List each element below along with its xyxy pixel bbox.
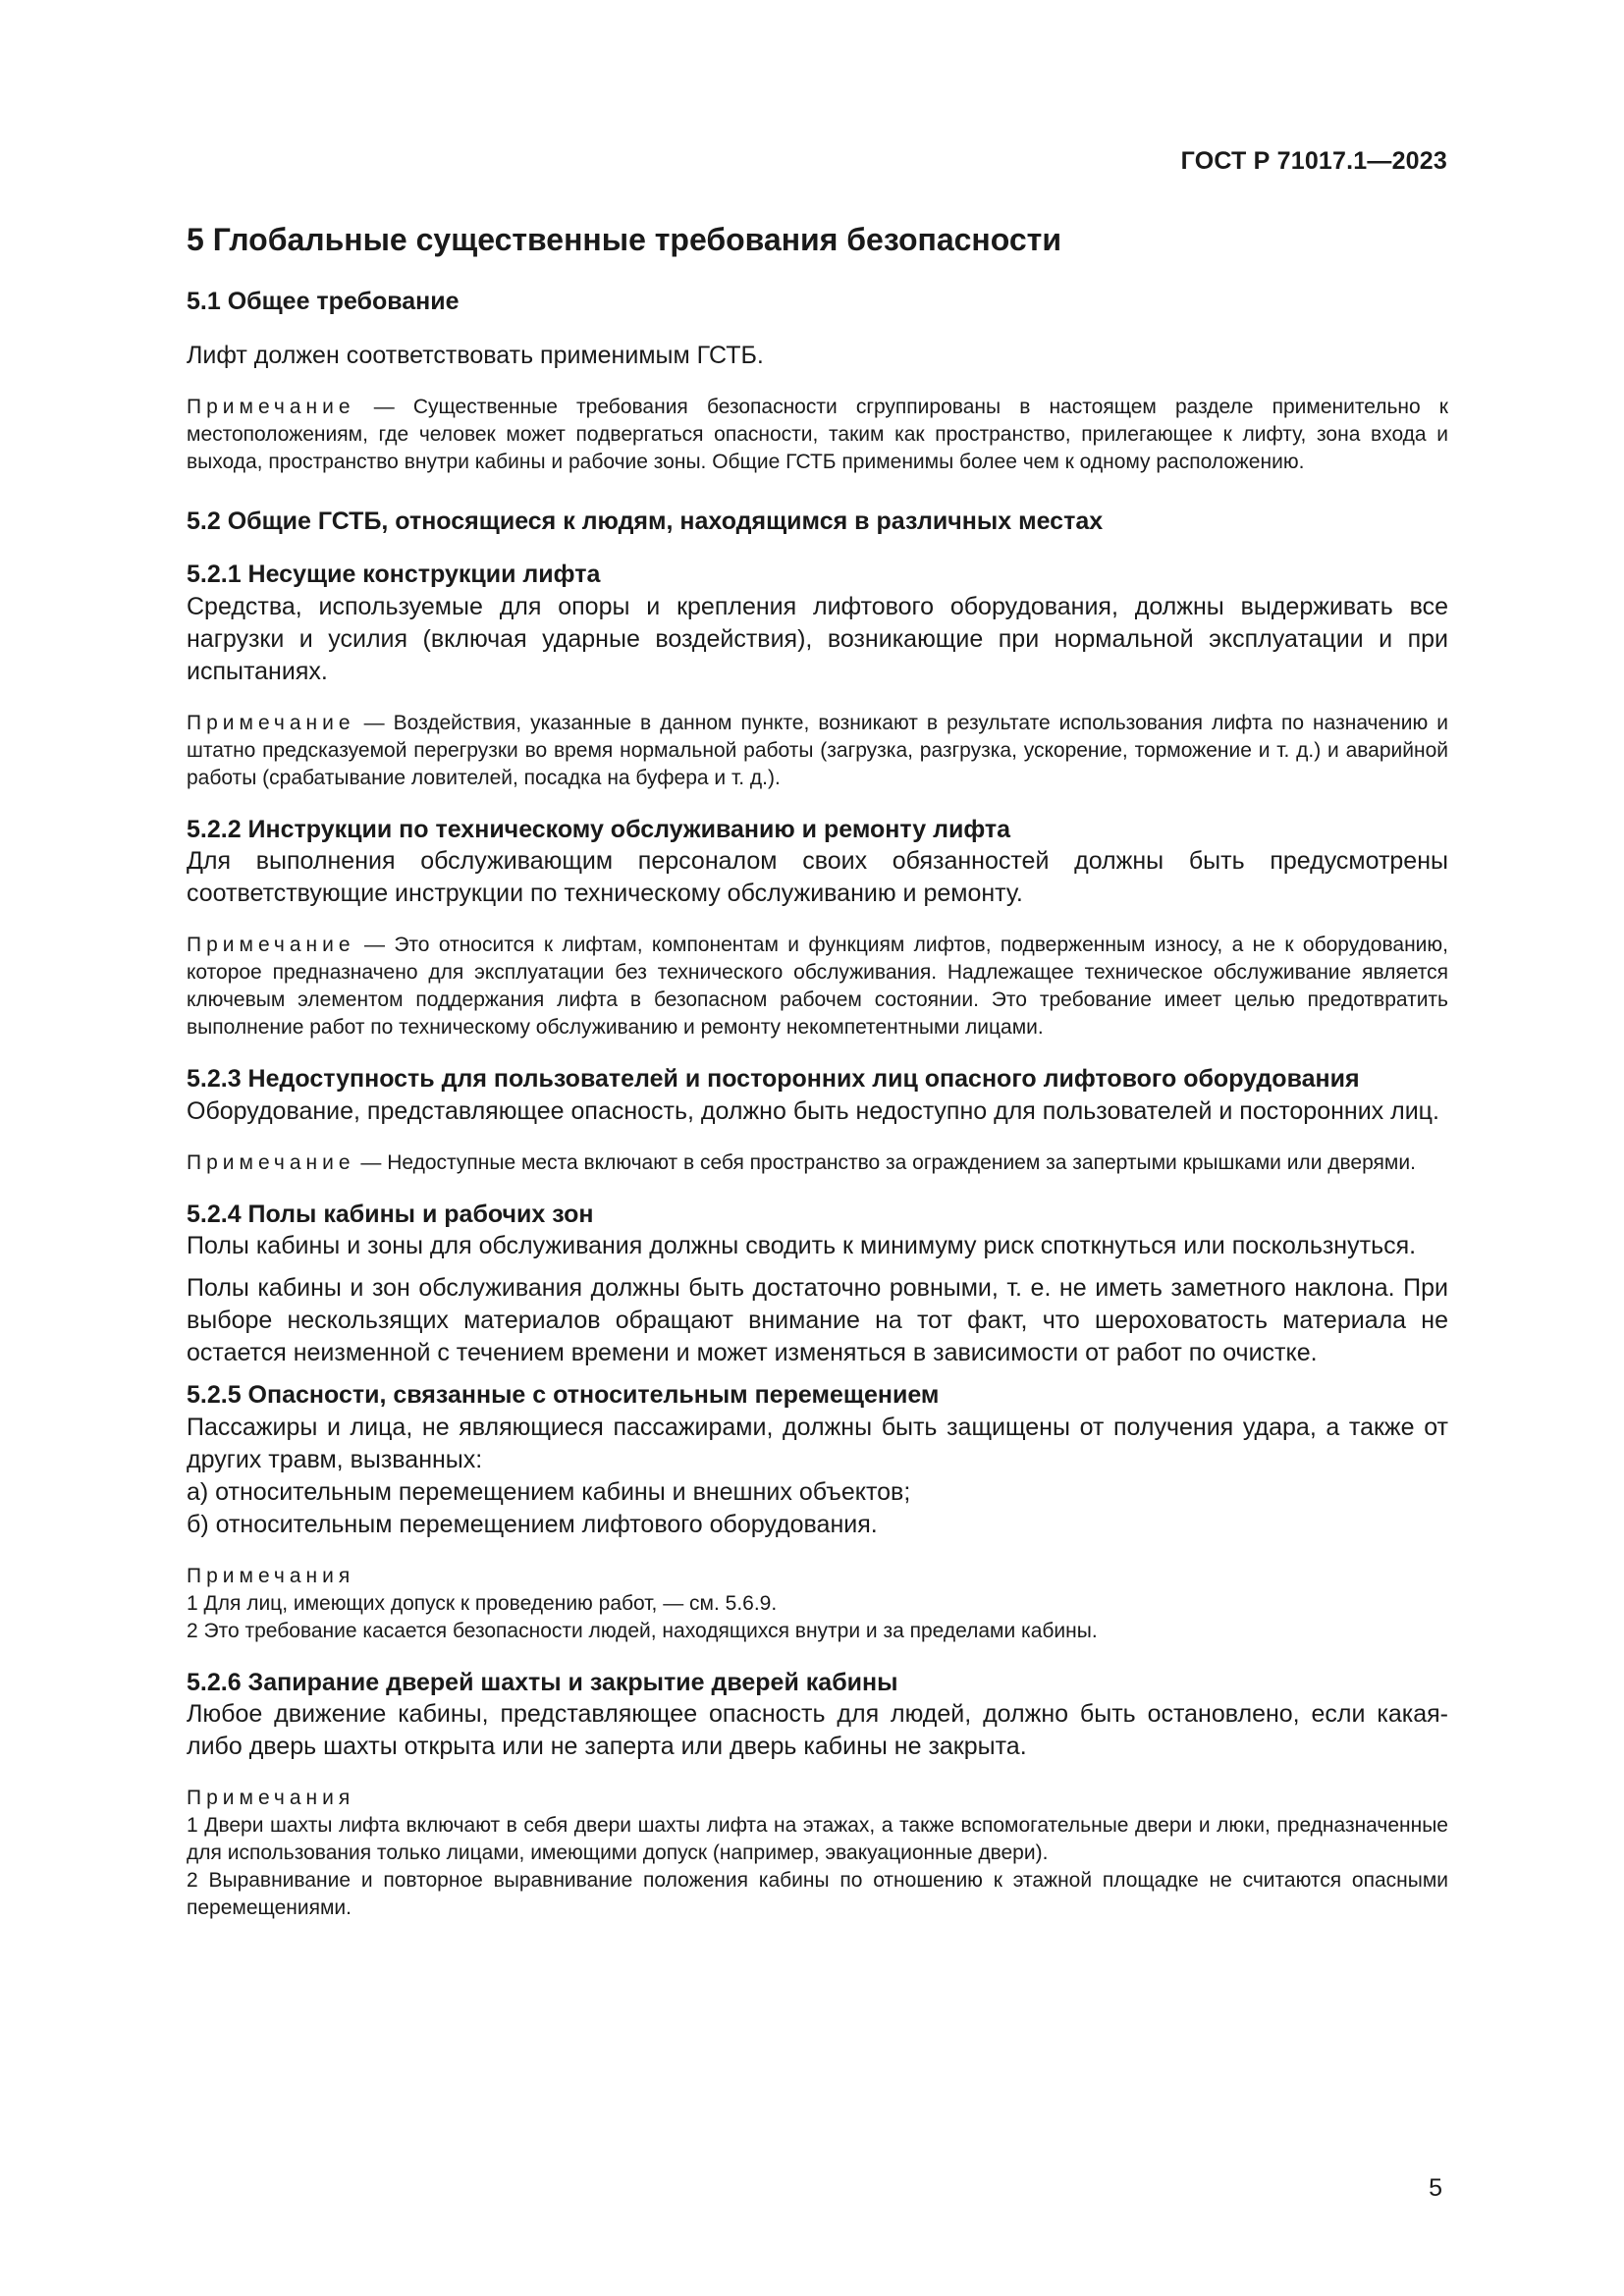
note-text: — Недоступные места включают в себя пространство за ограждением за запертыми крышками или дверями.	[354, 1150, 1416, 1174]
note-label: Примечание	[187, 395, 355, 418]
clause-text-5-2-5: Пассажиры и лица, не являющиеся пассажирами, должны быть защищены от получения удара, а также от других травм, вызванных:	[187, 1413, 1448, 1473]
notes-label-5-2-6: Примечания	[187, 1787, 355, 1810]
note-5-2-5-2: 2 Это требование касается безопасности людей, находящихся внутри и за пределами кабины.	[187, 1619, 1098, 1642]
note-5-2-6-1: 1 Двери шахты лифта включают в себя двери шахты лифта на этажах, а также вспомогательные двери и люки, предназначенные для использования только лицами, имеющими допуск (например, эвакуационные двери).	[187, 1814, 1448, 1865]
clause-title-5-2-5: 5.2.5 Опасности, связанные с относительным перемещением	[187, 1381, 940, 1410]
note-5-2-3	[187, 1149, 1448, 1177]
list-item-b: б) относительным перемещением лифтового оборудования.	[187, 1510, 878, 1538]
clause-title-5-2-4: 5.2.4 Полы кабины и рабочих зон	[187, 1200, 594, 1228]
note-5-2-2	[187, 932, 1448, 1041]
note-5-2-5-1: 1 Для лиц, имеющих допуск к проведению работ, — см. 5.6.9.	[187, 1591, 778, 1615]
subsection-title-5-2: 5.2 Общие ГСТБ, относящиеся к людям, находящимся в различных местах	[187, 507, 1104, 535]
note-5-2-6-2: 2 Выравнивание и повторное выравнивание положения кабины по отношению к этажной площадке не считаются опасными перемещениями.	[187, 1869, 1448, 1920]
note-5-1	[187, 394, 1448, 476]
note-label: Примечание	[187, 1150, 355, 1174]
clause-text-5-2-1: Средства, используемые для опоры и крепления лифтового оборудования, должны выдерживать все нагрузки и усилия (включая ударные воздействия), возникающие при нормальной эксплуатации и при испытаниях.	[187, 592, 1448, 685]
note-label: Примечание	[187, 934, 355, 957]
note-label: Примечание	[187, 711, 355, 734]
note-text: — Существенные требования безопасности сгруппированы в настоящем разделе применительно к местоположениям, где человек может подвергаться опасности, таким как пространство, прилегающее к лифту, зона входа и выхода, пространство внутри кабины и рабочие зоны. Общие ГСТБ применимы более чем к одному расположению.	[187, 395, 1448, 473]
subsection-title-5-1: 5.1 Общее требование	[187, 288, 460, 316]
note-5-2-1	[187, 710, 1448, 792]
section-title: 5 Глобальные существенные требования безопасности	[187, 222, 1061, 257]
clause-title-5-2-3: 5.2.3 Недоступность для пользователей и посторонних лиц опасного лифтового оборудования	[187, 1065, 1360, 1094]
page-number: 5	[1429, 2174, 1442, 2202]
clause-title-5-2-6: 5.2.6 Запирание дверей шахты и закрытие дверей кабины	[187, 1668, 898, 1696]
clause-title-5-2-1: 5.2.1 Несущие конструкции лифта	[187, 561, 601, 589]
notes-label-5-2-5: Примечания	[187, 1564, 355, 1587]
document-code: ГОСТ Р 71017.1—2023	[1180, 147, 1447, 175]
clause-text-5-2-4-a: Полы кабины и зоны для обслуживания должны сводить к минимуму риск споткнуться или поскользнуться.	[187, 1232, 1417, 1260]
clause-text-5-2-2: Для выполнения обслуживающим персоналом своих обязанностей должны быть предусмотрены соответствующие инструкции по техническому обслуживанию и ремонту.	[187, 847, 1448, 908]
note-text: — Воздействия, указанные в данном пункте, возникают в результате использования лифта по назначению и штатно предсказуемой перегрузки во время нормальной работы (загрузка, разгрузка, ускорение, торможение и т. д.) и аварийной работы (срабатывание ловителей, посадка на буфера и т. д.).	[187, 711, 1448, 789]
clause-title-5-2-2: 5.2.2 Инструкции по техническому обслуживанию и ремонту лифта	[187, 815, 1011, 843]
note-text: — Это относится к лифтам, компонентам и функциям лифтов, подверженным износу, а не к оборудованию, которое предназначено для эксплуатации без технического обслуживания. Надлежащее техническое обслуживание является ключевым элементом поддержания лифта в безопасном рабочем состоянии. Это требование имеет целью предотвратить выполнение работ по техническому обслуживанию и ремонту некомпетентными лицами.	[187, 934, 1448, 1040]
page-content	[187, 221, 1448, 1922]
clause-text-5-2-6: Любое движение кабины, представляющее опасность для людей, должно быть остановлено, если какая-либо дверь шахты открыта или не заперта или дверь кабины не закрыта.	[187, 1700, 1448, 1761]
clause-text-5-2-3: Оборудование, представляющее опасность, должно быть недоступно для пользователей и посторонних лиц.	[187, 1096, 1439, 1125]
subsection-text-5-1: Лифт должен соответствовать применимым ГСТБ.	[187, 341, 764, 369]
list-item-a: а) относительным перемещением кабины и внешних объектов;	[187, 1477, 911, 1506]
clause-text-5-2-4-b: Полы кабины и зон обслуживания должны быть достаточно ровными, т. е. не иметь заметного наклона. При выборе нескользящих материалов обращают внимание на тот факт, что шероховатость материала не остается неизменной с течением времени и может изменяться в зависимости от работ по очистке.	[187, 1274, 1448, 1367]
